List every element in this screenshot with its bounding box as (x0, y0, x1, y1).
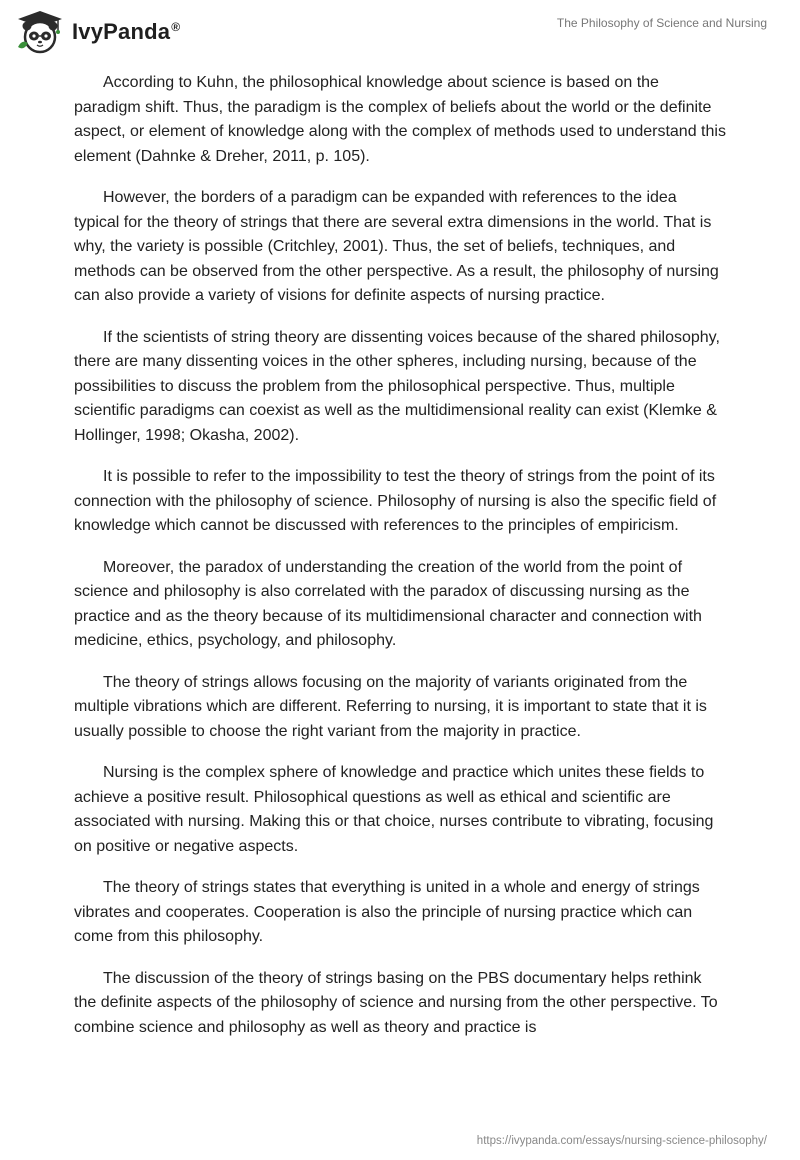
paragraph: The theory of strings allows focusing on the majority of variants originated from the multiple vibrations which are different. Referring to nursing, it is important to state that it is usually possible to choose the right variant from the majority in practice. (74, 673, 707, 740)
source-url[interactable]: https://ivypanda.com/essays/nursing-science-philosophy/ (476, 1135, 767, 1147)
essay-body (74, 71, 726, 1057)
paragraph: The theory of strings states that everything is united in a whole and energy of strings vibrates and cooperates. Cooperation is also the principle of nursing practice which can come from this philosophy. (74, 879, 700, 945)
document-title: The Philosophy of Science and Nursing (556, 16, 767, 30)
paragraph: It is possible to refer to the impossibility to test the theory of strings from the point of its connection with the philosophy of science. Philosophy of nursing is also the specific field of knowledge which cannot be discussed with references to the principles of empiricism. (74, 468, 717, 534)
paragraph: According to Kuhn, the philosophical knowledge about science is based on the paradigm shift. Thus, the paradigm is the complex of beliefs about the world or the definite aspect, or element of knowledge along with the complex of methods used to understand this element (Dahnke & Dreher, 2011, p. 105). (74, 74, 726, 165)
page-header (0, 0, 800, 64)
paragraph: Moreover, the paradox of understanding the creation of the world from the point of science and philosophy is also correlated with the paradox of discussing nursing as the practice and as the theory because of its multidimensional character and connection with medicine, ethics, psychology, and philosophy. (74, 558, 702, 649)
paragraph: The discussion of the theory of strings basing on the PBS documentary helps rethink the definite aspects of the philosophy of science and nursing from the other perspective. To combine science and philosophy as well as theory and practice is (74, 969, 718, 1036)
paragraph: If the scientists of string theory are dissenting voices because of the shared philosophy, there are many dissenting voices in the other spheres, including nursing, because of the possibilities to discuss the problem from the philosophical perspective. Thus, multiple scientific paradigms can coexist as well as the multidimensional reality can exist (Klemke & Hollinger, 1998; Okasha, 2002). (74, 328, 720, 444)
paragraph: Nursing is the complex sphere of knowledge and practice which unites these fields to achieve a positive result. Philosophical questions as well as ethical and scientific are associated with nursing. Making this or that choice, nurses contribute to vibrating, focusing on positive or negative aspects. (74, 764, 714, 855)
brand-logo[interactable] (14, 9, 180, 55)
brand-name: IvyPanda® (72, 19, 181, 44)
panda-logo-icon (14, 9, 66, 55)
paragraph: However, the borders of a paradigm can be expanded with references to the idea typical for the theory of strings that there are several extra dimensions in the world. That is why, the variety is possible (Critchley, 2001). Thus, the set of beliefs, techniques, and methods can be observed from the other perspective. As a result, the philosophy of nursing can also provide a variety of visions for definite aspects of nursing practice. (74, 189, 719, 304)
